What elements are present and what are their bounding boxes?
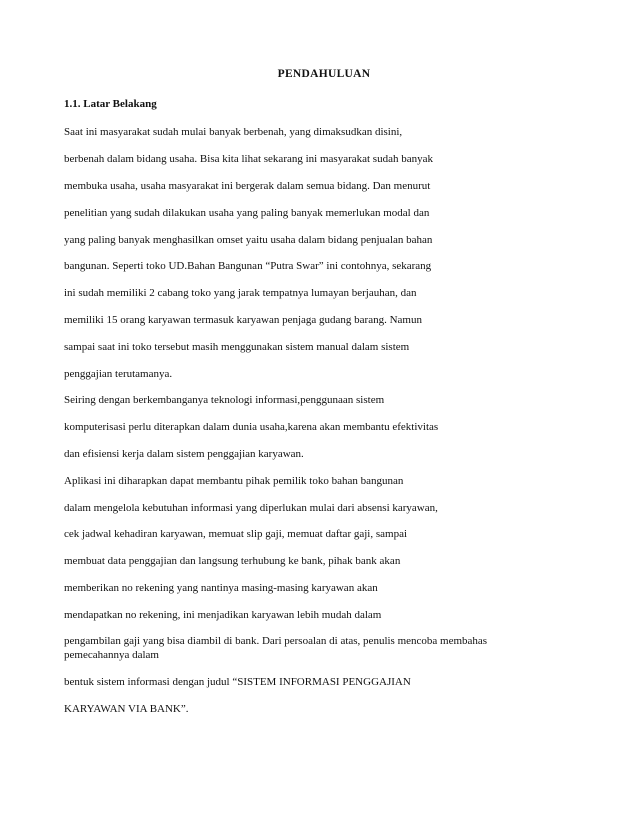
paragraph-line: komputerisasi perlu diterapkan dalam dunia usaha,karena akan membantu efektivitas: [64, 421, 439, 433]
paragraph-line: bentuk sistem informasi dengan judul “SISTEM INFORMASI PENGGAJIAN: [64, 676, 411, 688]
paragraph-line: cek jadwal kehadiran karyawan, memuat slip gaji, memuat daftar gaji, sampai: [64, 528, 408, 540]
paragraph-line: memberikan no rekening yang nantinya masing-masing karyawan akan: [64, 582, 378, 594]
paragraph-line: dalam mengelola kebutuhan informasi yang diperlukan mulai dari absensi karyawan,: [64, 502, 438, 514]
paragraph-line: dan efisiensi kerja dalam sistem penggajian karyawan.: [64, 448, 304, 460]
paragraph-line: KARYAWAN VIA BANK”.: [64, 703, 189, 715]
paragraph-line: yang paling banyak menghasilkan omset yaitu usaha dalam bidang penjualan bahan: [64, 234, 433, 246]
paragraph-line: memiliki 15 orang karyawan termasuk karyawan penjaga gudang barang. Namun: [64, 314, 422, 326]
paragraph-line: bangunan. Seperti toko UD.Bahan Bangunan “Putra Swar” ini contohnya, sekarang: [64, 260, 432, 272]
paragraph-line: berbenah dalam bidang usaha. Bisa kita lihat sekarang ini masyarakat sudah banyak: [64, 153, 433, 165]
paragraph-line: Saat ini masyarakat sudah mulai banyak berbenah, yang dimaksudkan disini,: [64, 126, 403, 138]
paragraph-line: sampai saat ini toko tersebut masih menggunakan sistem manual dalam sistem: [64, 341, 410, 353]
paragraph-line: ini sudah memiliki 2 cabang toko yang jarak tempatnya lumayan berjauhan, dan: [64, 287, 417, 299]
paragraph-line: penggajian terutamanya.: [64, 368, 173, 380]
paragraph-line: pengambilan gaji yang bisa diambil di bank. Dari persoalan di atas, penulis mencoba membahas pemecahannya dalam: [64, 635, 488, 661]
page-title: PENDAHULUAN: [277, 68, 371, 80]
paragraph-line: Seiring dengan berkembanganya teknologi informasi,penggunaan sistem: [64, 394, 385, 406]
paragraph-line: membuat data penggajian dan langsung terhubung ke bank, pihak bank akan: [64, 555, 401, 567]
paragraph-line: mendapatkan no rekening, ini menjadikan karyawan lebih mudah dalam: [64, 609, 382, 621]
paragraph-line: penelitian yang sudah dilakukan usaha yang paling banyak memerlukan modal dan: [64, 207, 430, 219]
paragraph-line: Aplikasi ini diharapkan dapat membantu pihak pemilik toko bahan bangunan: [64, 475, 404, 487]
section-heading: 1.1. Latar Belakang: [64, 98, 157, 110]
paragraph-line: membuka usaha, usaha masyarakat ini bergerak dalam semua bidang. Dan menurut: [64, 180, 431, 192]
